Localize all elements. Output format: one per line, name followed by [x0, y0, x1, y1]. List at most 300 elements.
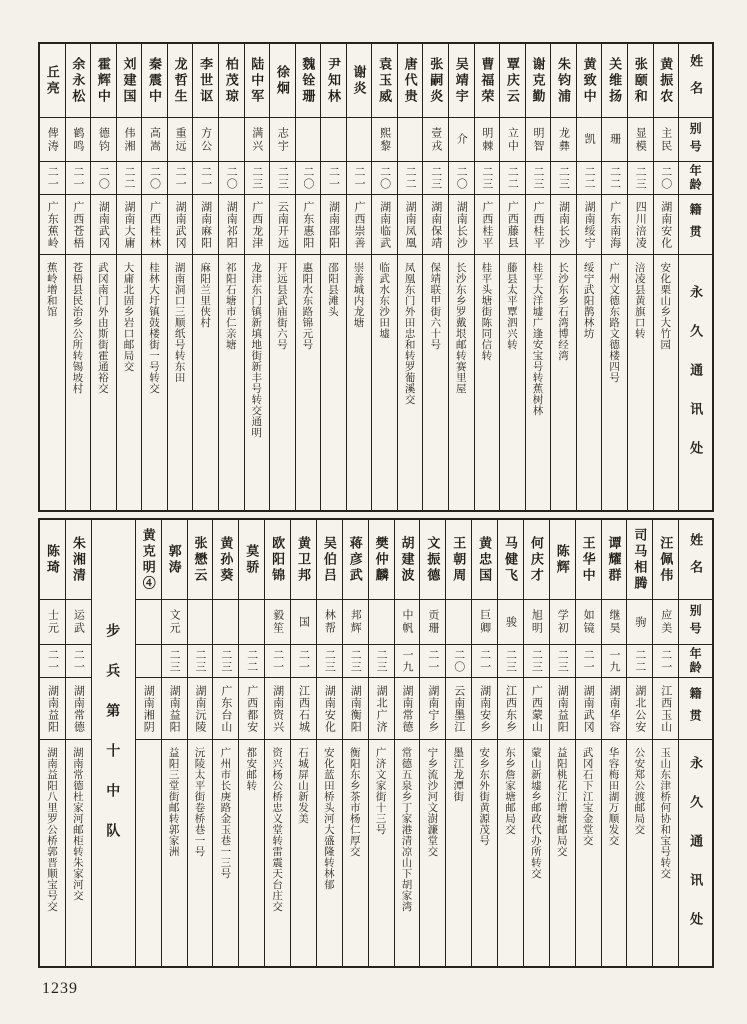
person-address-text: 墨江龙潭街 — [452, 747, 465, 802]
person-address-text: 龙津东门镇新填地街新丰号转交通明 — [250, 262, 263, 438]
person-name — [498, 520, 523, 600]
person-name-text: 吴靖宇 — [453, 56, 469, 105]
person-alias — [372, 118, 397, 162]
person-age-text: 二一 — [46, 649, 59, 673]
person-origin — [627, 678, 652, 740]
person-name — [213, 520, 238, 600]
person-age — [576, 645, 601, 678]
person-name — [343, 520, 368, 600]
person-alias-text: 珊 — [608, 133, 621, 146]
person-origin-text: 广西桂平 — [531, 200, 544, 249]
person-address-text: 华容梅田湖万顺发交 — [607, 747, 620, 846]
person-address — [472, 740, 497, 966]
person-origin — [423, 195, 448, 255]
person-alias-text: 重远 — [174, 126, 187, 153]
roster-column — [397, 44, 423, 510]
person-name-text: 余永松 — [70, 56, 86, 105]
header-address — [679, 255, 712, 510]
header-origin-text: 籍贯 — [688, 686, 703, 731]
person-age-text: 一九 — [400, 649, 413, 673]
person-address — [162, 740, 187, 966]
person-name-text: 龙哲生 — [172, 56, 188, 105]
person-address — [91, 255, 116, 510]
person-name — [291, 520, 316, 600]
person-address-text: 麻阳兰里侠村 — [199, 262, 212, 328]
person-address-text: 广济文家街十三号 — [374, 747, 387, 835]
person-alias — [653, 600, 678, 645]
person-alias-text: 凯 — [583, 133, 596, 146]
person-age — [168, 162, 193, 195]
person-age — [420, 645, 445, 678]
person-name-text: 黄孙葵 — [218, 535, 234, 584]
person-origin — [321, 195, 346, 255]
person-age-text: 二三 — [193, 649, 206, 673]
person-name — [142, 44, 167, 118]
person-address — [500, 255, 525, 510]
roster-column — [141, 44, 167, 510]
person-origin-text: 湖南武冈 — [174, 200, 187, 249]
person-name — [628, 44, 653, 118]
person-origin — [213, 678, 238, 740]
person-name-text: 唐代贵 — [402, 56, 418, 105]
roster-column — [65, 44, 91, 510]
person-name-text: 王朝周 — [451, 535, 467, 584]
person-alias — [40, 600, 65, 645]
person-address — [602, 740, 627, 966]
person-address — [245, 255, 270, 510]
person-origin-text: 广西藤县 — [506, 200, 519, 249]
person-age — [498, 645, 523, 678]
person-name-text: 郭涛 — [166, 543, 182, 576]
person-alias — [66, 600, 91, 645]
person-age — [524, 645, 549, 678]
person-address-text: 安化栗山乡大竹园 — [659, 262, 672, 350]
person-name-text: 朱钧浦 — [556, 56, 572, 105]
person-alias — [347, 118, 372, 162]
person-alias — [245, 118, 270, 162]
person-name — [398, 44, 423, 118]
roster-column — [549, 520, 575, 966]
header-name — [679, 44, 712, 118]
person-alias — [321, 118, 346, 162]
person-origin-text: 湖南益阳 — [46, 684, 59, 733]
person-age — [66, 162, 91, 195]
person-origin-text: 湖南祁阳 — [225, 200, 238, 249]
person-alias-text: 主民 — [659, 126, 672, 153]
person-alias — [654, 118, 679, 162]
person-name — [168, 44, 193, 118]
person-origin — [446, 678, 471, 740]
roster-column — [90, 44, 116, 510]
person-origin — [398, 195, 423, 255]
person-address-text: 广州文德东路文德楼四号 — [608, 262, 621, 383]
roster-column — [394, 520, 420, 966]
person-alias — [602, 600, 627, 645]
person-alias — [449, 118, 474, 162]
header-alias-text: 别号 — [688, 604, 703, 640]
person-alias-text: 运武 — [72, 609, 85, 635]
header-column — [678, 44, 712, 510]
roster-column — [238, 520, 264, 966]
person-age-text: 二三 — [323, 649, 336, 673]
person-name-text: 汪佩伟 — [658, 535, 674, 584]
person-alias — [91, 118, 116, 162]
person-address — [188, 740, 213, 966]
person-age — [188, 645, 213, 678]
person-name — [627, 520, 652, 600]
person-origin-text: 湖南衡阳 — [349, 684, 362, 733]
person-address — [66, 740, 91, 966]
roster-column — [192, 44, 218, 510]
person-origin — [66, 195, 91, 255]
person-origin-text: 湖南安化 — [659, 200, 672, 249]
roster-column — [626, 520, 652, 966]
roster-column — [497, 520, 523, 966]
person-origin — [136, 678, 161, 740]
person-address-text: 大庸北固乡岩口邮局交 — [122, 262, 135, 372]
person-origin-text: 湖南长沙 — [455, 200, 468, 249]
person-address-text: 苍梧县民治乡公所转锡坡村 — [71, 262, 84, 394]
person-alias — [270, 118, 295, 162]
person-name — [475, 44, 500, 118]
person-alias — [475, 118, 500, 162]
person-origin — [577, 195, 602, 255]
person-age-text: 二一 — [426, 649, 439, 673]
person-address — [193, 255, 218, 510]
person-alias-text: 学初 — [556, 609, 569, 635]
person-name — [219, 44, 244, 118]
person-alias — [420, 600, 445, 645]
person-age-text: 二三 — [250, 166, 263, 190]
roster-column — [371, 44, 397, 510]
roster-column — [295, 44, 321, 510]
person-origin — [66, 678, 91, 740]
person-alias-text: 驹 — [633, 615, 646, 629]
person-alias-text: 应美 — [659, 609, 672, 635]
person-name-text: 司马相腾 — [632, 527, 648, 592]
person-age-text: 二三 — [375, 649, 388, 673]
person-origin — [91, 195, 116, 255]
person-name — [66, 44, 91, 118]
person-name-text: 张懋云 — [192, 535, 208, 584]
person-address-text: 邵阳县滩头 — [326, 262, 339, 317]
person-address-text: 东乡詹家塘邮局交 — [503, 747, 516, 835]
roster-column — [550, 44, 576, 510]
roster-column — [471, 520, 497, 966]
person-age-text: 二〇 — [455, 166, 468, 190]
person-address — [219, 255, 244, 510]
person-name — [317, 520, 342, 600]
roster-column — [525, 44, 551, 510]
person-address — [398, 255, 423, 510]
person-name — [321, 44, 346, 118]
person-age-text: 二二 — [122, 166, 135, 190]
person-origin — [372, 195, 397, 255]
roster-column — [652, 520, 678, 966]
person-name — [347, 44, 372, 118]
person-name-text: 魏铨珊 — [300, 56, 316, 105]
person-age — [213, 645, 238, 678]
person-origin-text: 湖南长沙 — [557, 200, 570, 249]
person-origin — [168, 195, 193, 255]
person-name-text: 莫骄 — [244, 543, 260, 576]
person-alias-text: 高嵩 — [148, 126, 161, 153]
roster-column — [601, 44, 627, 510]
person-name-text: 胡建波 — [399, 535, 415, 584]
person-age-text: 二一 — [271, 649, 284, 673]
person-alias — [398, 118, 423, 162]
person-address-text: 桂平头塘街陈同信转 — [480, 262, 493, 361]
person-age — [219, 162, 244, 195]
person-alias-text: 鹤鸣 — [71, 126, 84, 153]
header-origin — [679, 195, 712, 255]
person-alias — [576, 600, 601, 645]
person-origin-text: 湖南凤凰 — [404, 200, 417, 249]
person-origin-text: 广西都安 — [245, 684, 258, 733]
person-alias — [551, 118, 576, 162]
header-name — [679, 520, 712, 600]
person-origin-text: 江西石城 — [297, 684, 310, 733]
person-name — [296, 44, 321, 118]
person-origin — [472, 678, 497, 740]
person-age-text: 二三 — [276, 166, 289, 190]
person-name-text: 黄克明④ — [140, 527, 156, 592]
person-address — [270, 255, 295, 510]
header-column — [678, 520, 712, 966]
person-alias — [168, 118, 193, 162]
person-name-text: 蒋彦武 — [347, 535, 363, 584]
person-origin-text: 湖南湘阴 — [142, 684, 155, 733]
person-name-text: 霍辉中 — [95, 56, 111, 105]
person-address — [142, 255, 167, 510]
person-origin — [40, 195, 65, 255]
person-address-text: 涪凌县黄旗口转 — [633, 262, 646, 339]
person-alias-text: 毅笙 — [271, 609, 284, 635]
person-address-text: 衡阳东乡茶市杨仁厚交 — [348, 747, 361, 857]
person-origin-text: 广东蕉岭 — [46, 200, 59, 249]
person-origin — [162, 678, 187, 740]
person-address-text: 临武水东沙田墟 — [378, 262, 391, 339]
person-age — [423, 162, 448, 195]
person-alias-text: 显模 — [634, 126, 647, 153]
person-name — [551, 44, 576, 118]
person-address — [449, 255, 474, 510]
person-name — [446, 520, 471, 600]
person-alias — [498, 600, 523, 645]
person-alias-text: 如镜 — [582, 609, 595, 635]
person-age — [40, 162, 65, 195]
person-age — [526, 162, 551, 195]
person-alias — [296, 118, 321, 162]
person-age — [270, 162, 295, 195]
person-age-text: 二三 — [504, 649, 517, 673]
person-alias-text: 明棘 — [480, 126, 493, 153]
person-name — [136, 520, 161, 600]
person-alias-text: 林帮 — [323, 609, 336, 635]
person-alias — [628, 118, 653, 162]
person-name-text: 马健飞 — [502, 535, 518, 584]
roster-column — [419, 520, 445, 966]
person-address — [627, 740, 652, 966]
person-age-text: 二二 — [608, 166, 621, 190]
person-name — [40, 44, 65, 118]
person-alias — [162, 600, 187, 645]
header-origin — [679, 678, 712, 740]
person-address — [168, 255, 193, 510]
person-address — [40, 740, 65, 966]
person-name-text: 文振德 — [425, 535, 441, 584]
person-name-text: 王华中 — [580, 535, 596, 584]
person-alias-text: 壹戎 — [429, 126, 442, 153]
person-alias-text: 旭明 — [530, 609, 543, 635]
person-age — [602, 162, 627, 195]
person-address-text: 武冈石下江宝金堂交 — [581, 747, 594, 846]
person-age — [142, 162, 167, 195]
person-origin — [347, 195, 372, 255]
person-address-text: 安化蓝田桥头河大盛隆转林郁 — [322, 747, 335, 890]
roster-column — [269, 44, 295, 510]
person-age-text: 二〇 — [148, 166, 161, 190]
header-alias — [679, 600, 712, 645]
person-age — [117, 162, 142, 195]
person-name-text: 谢克勤 — [530, 56, 546, 105]
person-name-text: 谢炎 — [351, 64, 367, 97]
person-address — [239, 740, 264, 966]
person-age-text: 二三 — [557, 166, 570, 190]
person-address — [628, 255, 653, 510]
person-origin-text: 湖南安化 — [323, 684, 336, 733]
person-name — [577, 44, 602, 118]
person-alias — [317, 600, 342, 645]
person-age-text: 二〇 — [659, 166, 672, 190]
person-address — [347, 255, 372, 510]
header-alias — [679, 118, 712, 162]
person-name — [602, 44, 627, 118]
person-alias-text: 骏 — [504, 615, 517, 629]
person-address-text: 开远县武庙街六号 — [275, 262, 288, 350]
person-name — [369, 520, 394, 600]
person-alias — [472, 600, 497, 645]
person-age-text: 二二 — [245, 649, 258, 673]
person-address-text: 益阳桃花江增塘邮局交 — [555, 747, 568, 857]
person-origin-text: 湖南临武 — [378, 200, 391, 249]
header-origin-text: 籍贯 — [688, 202, 703, 247]
person-address-text: 惠阳水东路锦元号 — [301, 262, 314, 350]
person-age — [193, 162, 218, 195]
person-name — [40, 520, 65, 600]
person-name — [576, 520, 601, 600]
person-alias — [66, 118, 91, 162]
person-age-text: 二二 — [583, 166, 596, 190]
roster-column — [653, 44, 679, 510]
person-alias — [188, 600, 213, 645]
person-age — [551, 162, 576, 195]
person-address-text: 祁阳石塘市仁亲塘 — [224, 262, 237, 350]
person-name-text: 吴伯吕 — [321, 535, 337, 584]
person-age — [627, 645, 652, 678]
roster-column — [290, 520, 316, 966]
person-name — [423, 44, 448, 118]
roster-table-upper — [38, 42, 714, 512]
roster-column — [135, 520, 161, 966]
person-origin-text: 湖南常德 — [400, 684, 413, 733]
person-name-text: 丘亮 — [44, 64, 60, 97]
person-address — [213, 740, 238, 966]
person-origin-text: 广东惠阳 — [301, 200, 314, 249]
person-name-text: 秦震中 — [147, 56, 163, 105]
person-origin-text: 广西崇善 — [353, 200, 366, 249]
person-age — [91, 162, 116, 195]
header-age — [679, 645, 712, 678]
roster-table-lower — [38, 518, 714, 968]
person-origin — [550, 678, 575, 740]
person-name — [524, 520, 549, 600]
person-name-text: 覃庆云 — [504, 56, 520, 105]
person-address — [577, 255, 602, 510]
person-name-text: 刘建国 — [121, 56, 137, 105]
person-origin — [369, 678, 394, 740]
header-age-text: 年龄 — [688, 164, 703, 192]
person-alias-text: 熙黎 — [378, 126, 391, 153]
person-origin-text: 湖南益阳 — [556, 684, 569, 733]
person-age — [577, 162, 602, 195]
roster-column — [116, 44, 142, 510]
person-origin-text: 湖南沅陵 — [193, 684, 206, 733]
person-alias — [239, 600, 264, 645]
person-origin — [449, 195, 474, 255]
roster-column — [342, 520, 368, 966]
person-origin-text: 湖南益阳 — [168, 684, 181, 733]
person-name-text: 柏茂琼 — [223, 56, 239, 105]
person-age-text: 二〇 — [301, 166, 314, 190]
person-address — [296, 255, 321, 510]
person-address-text: 绥宁武阳鹊林坊 — [582, 262, 595, 339]
person-age-text: 二一 — [353, 166, 366, 190]
roster-column — [212, 520, 238, 966]
person-origin-text: 湖南宁乡 — [426, 684, 439, 733]
roster-column — [445, 520, 471, 966]
person-origin-text: 湖南常德 — [72, 684, 85, 733]
person-name-text: 袁玉威 — [377, 56, 393, 105]
person-name-text: 陆中军 — [249, 56, 265, 105]
person-origin-text: 广西桂林 — [148, 200, 161, 249]
person-age — [653, 645, 678, 678]
person-alias — [577, 118, 602, 162]
person-alias-text: 满兴 — [250, 126, 263, 153]
person-origin — [343, 678, 368, 740]
person-name-text: 曹福荣 — [479, 56, 495, 105]
person-address-text: 都安邮转 — [245, 747, 258, 791]
person-name-text: 张颐和 — [632, 56, 648, 105]
person-age — [291, 645, 316, 678]
header-address-text: 永久通讯处 — [688, 285, 704, 480]
person-age — [602, 645, 627, 678]
roster-column — [499, 44, 525, 510]
person-origin — [395, 678, 420, 740]
roster-column — [422, 44, 448, 510]
person-age — [369, 645, 394, 678]
person-address-text: 长沙东乡罗戴垠邮转赛里屋 — [454, 262, 467, 394]
roster-column — [161, 520, 187, 966]
person-age — [239, 645, 264, 678]
person-alias — [550, 600, 575, 645]
person-name-text: 黄振农 — [658, 56, 674, 105]
person-origin-text: 湖南安乡 — [478, 684, 491, 733]
person-address — [498, 740, 523, 966]
person-alias-text: 方公 — [199, 126, 212, 153]
person-alias-text: 志宇 — [276, 126, 289, 153]
person-age-text: 二二 — [404, 166, 417, 190]
